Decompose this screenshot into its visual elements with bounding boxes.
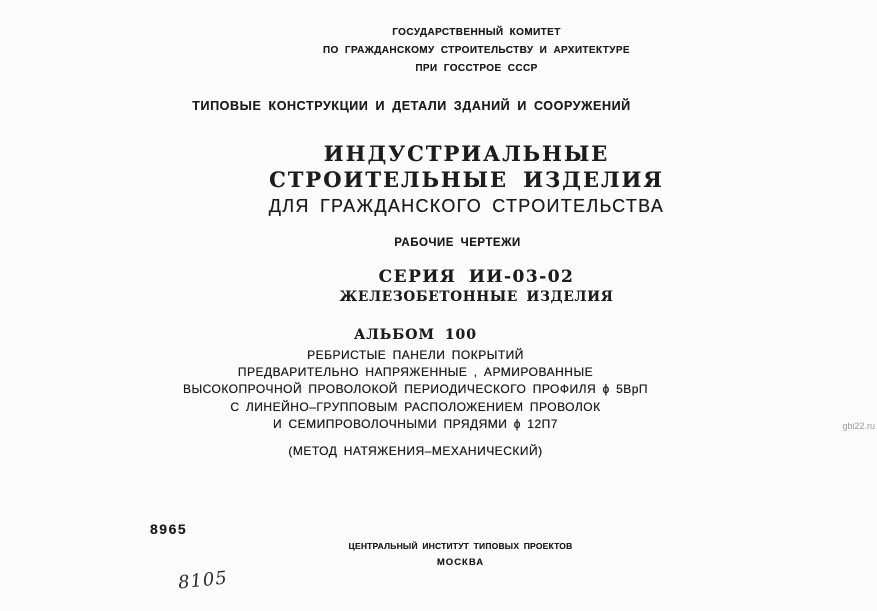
publisher-city: МОСКВА bbox=[436, 557, 485, 568]
main-title-line-2: СТРОИТЕЛЬНЫЕ ИЗДЕЛИЯ bbox=[269, 167, 664, 192]
album-description-line: И СЕМИПРОВОЛОЧНЫМИ ПРЯДЯМИ ϕ 12П7 bbox=[273, 416, 558, 431]
site-watermark: gbi22.ru bbox=[842, 421, 875, 431]
publisher-name: ЦЕНТРАЛЬНЫЙ ИНСТИТУТ ТИПОВЫХ ПРОЕКТОВ bbox=[348, 541, 573, 551]
handwritten-inventory-number: 8105 bbox=[177, 567, 229, 594]
main-title-line-3: ДЛЯ ГРАЖДАНСКОГО СТРОИТЕЛЬСТВА bbox=[268, 196, 665, 216]
series-subject: ЖЕЛЕЗОБЕТОННЫЕ ИЗДЕЛИЯ bbox=[339, 289, 614, 305]
committee-line-3: ПРИ ГОССТРОЕ СССР bbox=[415, 63, 538, 74]
committee-line-2: ПО ГРАЖДАНСКОМУ СТРОИТЕЛЬСТВУ И АРХИТЕКТУРЕ bbox=[322, 45, 631, 56]
album-description-line: ПРЕДВАРИТЕЛЬНО НАПРЯЖЕННЫЕ , АРМИРОВАННЫЕ bbox=[237, 365, 594, 380]
album-description-line: РЕБРИСТЫЕ ПАНЕЛИ ПОКРЫТИЙ bbox=[307, 348, 524, 362]
series-number: СЕРИЯ ИИ-03-02 bbox=[378, 267, 575, 287]
tensioning-method-note: (МЕТОД НАТЯЖЕНИЯ–МЕХАНИЧЕСКИЙ) bbox=[288, 444, 543, 459]
album-description-line: ВЫСОКОПРОЧНОЙ ПРОВОЛОКОЙ ПЕРИОДИЧЕСКОГО ПРОФИЛЯ ϕ 5ВрП bbox=[182, 382, 649, 397]
committee-line-1: ГОСУДАРСТВЕННЫЙ КОМИТЕТ bbox=[392, 27, 561, 38]
main-title bbox=[28, 141, 877, 219]
album-block bbox=[0, 326, 854, 460]
album-title: АЛЬБОМ 100 bbox=[353, 327, 478, 343]
main-title-line-1: ИНДУСТРИАЛЬНЫЕ bbox=[323, 141, 610, 166]
series-block bbox=[38, 267, 877, 306]
series-heading: ТИПОВЫЕ КОНСТРУКЦИИ И ДЕТАЛИ ЗДАНИЙ И СООРУЖЕНИЙ bbox=[192, 99, 631, 113]
order-stamp-number: 8965 bbox=[150, 521, 188, 537]
album-description-line: С ЛИНЕЙНО–ГРУППОВЫМ РАСПОЛОЖЕНИЕМ ПРОВОЛОК bbox=[230, 399, 601, 414]
committee-header bbox=[38, 24, 877, 78]
working-drawings-subtitle: РАБОЧИЕ ЧЕРТЕЖИ bbox=[394, 237, 521, 249]
